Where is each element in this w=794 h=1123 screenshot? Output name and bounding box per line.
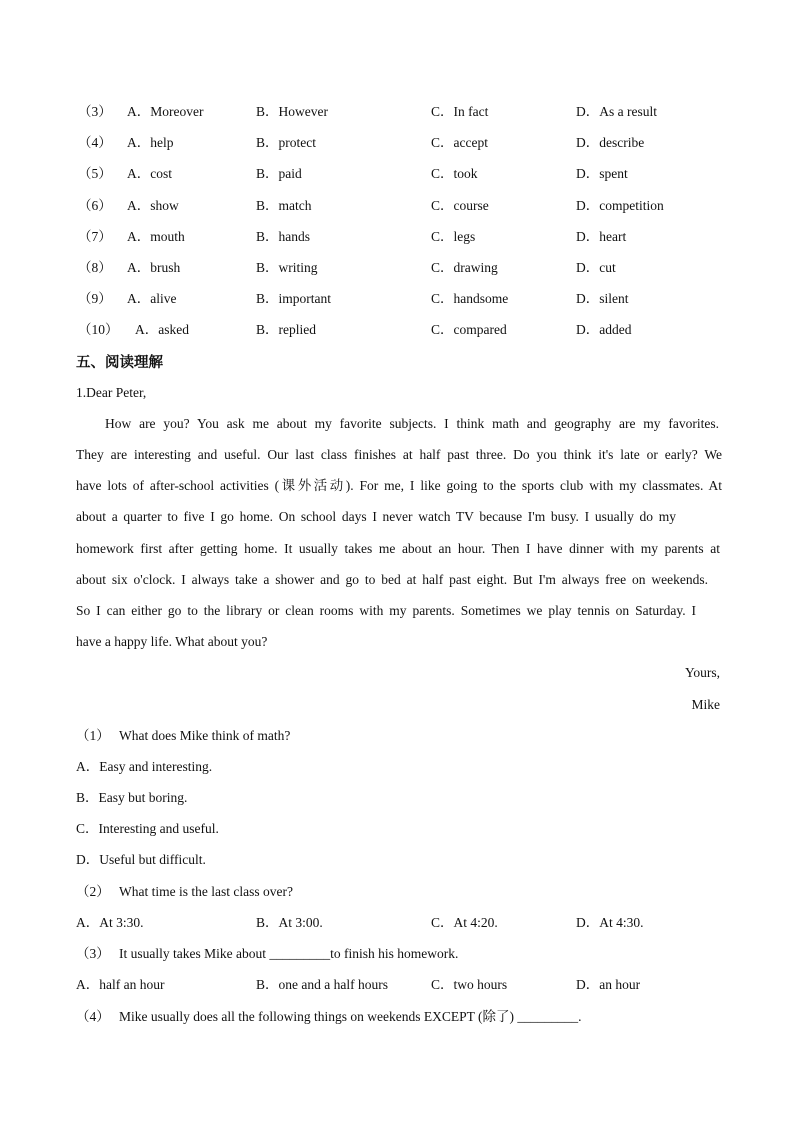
question-number: （3） bbox=[76, 946, 110, 961]
option-b: B．However bbox=[256, 104, 328, 119]
option-b: B．match bbox=[256, 198, 312, 213]
question-text: What does Mike think of math? bbox=[119, 728, 291, 743]
answer-option-c: C．At 4:20. bbox=[431, 915, 498, 930]
passage-line: They are interesting and useful. Our last class finishes at half past three. Do you think it's late or early? We bbox=[76, 447, 722, 462]
option-a: A．asked bbox=[135, 322, 189, 337]
answer-option-d: D．an hour bbox=[576, 977, 641, 992]
option-row bbox=[0, 164, 794, 184]
option-row bbox=[0, 320, 794, 340]
question-number: （3） bbox=[78, 104, 112, 119]
answer-option-b: B．At 3:00. bbox=[256, 915, 323, 930]
option-b: B．hands bbox=[256, 229, 310, 244]
passage-line: homework first after getting home. It usually takes me about an hour. Then I have dinner with my parents at bbox=[76, 541, 720, 556]
option-c: C．legs bbox=[431, 229, 476, 244]
option-b: B．paid bbox=[256, 166, 302, 181]
option-d: D．As a result bbox=[576, 104, 657, 119]
option-c: C．compared bbox=[431, 322, 507, 337]
question-number: （1） bbox=[76, 728, 110, 743]
option-d: D．heart bbox=[576, 229, 627, 244]
question-number: （4） bbox=[78, 135, 112, 150]
option-c: C．took bbox=[431, 166, 478, 181]
option-d: D．cut bbox=[576, 260, 616, 275]
letter-salutation: 1.Dear Peter, bbox=[76, 385, 147, 400]
question-number: （6） bbox=[78, 198, 112, 213]
question-number: （9） bbox=[78, 291, 112, 306]
passage-line: about six o'clock. I always take a shower and go to bed at half past eight. But I'm always free on weekends. bbox=[76, 572, 708, 587]
question-number: （5） bbox=[78, 166, 112, 181]
option-d: D．silent bbox=[576, 291, 629, 306]
option-c: C．accept bbox=[431, 135, 488, 150]
answer-option-d: D．Useful but difficult. bbox=[76, 852, 206, 867]
section-title: 五、阅读理解 bbox=[76, 355, 163, 371]
option-a: A．alive bbox=[127, 291, 177, 306]
question-4 bbox=[0, 1007, 794, 1027]
option-a: A．brush bbox=[127, 260, 181, 275]
answer-option-b: B．one and a half hours bbox=[256, 977, 388, 992]
option-a: A．show bbox=[127, 198, 179, 213]
option-row bbox=[0, 102, 794, 122]
option-d: D．added bbox=[576, 322, 632, 337]
question-3 bbox=[0, 944, 794, 964]
answer-options-row bbox=[0, 913, 794, 933]
option-a: A．help bbox=[127, 135, 174, 150]
option-c: C．In fact bbox=[431, 104, 489, 119]
option-a: A．Moreover bbox=[127, 104, 204, 119]
answer-options-row bbox=[0, 975, 794, 995]
question-number: （8） bbox=[78, 260, 112, 275]
letter-signature: Mike bbox=[691, 697, 720, 712]
answer-option-d: D．At 4:30. bbox=[576, 915, 644, 930]
option-a: A．mouth bbox=[127, 229, 185, 244]
passage-line: about a quarter to five I go home. On school days I never watch TV because I'm busy. I usually do my bbox=[76, 509, 676, 524]
option-row bbox=[0, 227, 794, 247]
question-number: （2） bbox=[76, 884, 110, 899]
question-number: （7） bbox=[78, 229, 112, 244]
option-d: D．competition bbox=[576, 198, 664, 213]
passage-line: So I can either go to the library or clean rooms with my parents. Sometimes we play tennis on Saturday. I bbox=[76, 603, 696, 618]
option-b: B．important bbox=[256, 291, 331, 306]
option-a: A．cost bbox=[127, 166, 172, 181]
answer-option-a: A．At 3:30. bbox=[76, 915, 144, 930]
question-text: Mike usually does all the following things on weekends EXCEPT (除了) _________. bbox=[119, 1009, 582, 1024]
answer-option-a: A．half an hour bbox=[76, 977, 165, 992]
question-1 bbox=[0, 726, 794, 746]
option-b: B．replied bbox=[256, 322, 316, 337]
question-2 bbox=[0, 882, 794, 902]
option-b: B．writing bbox=[256, 260, 318, 275]
question-number: （4） bbox=[76, 1009, 110, 1024]
passage-line: have lots of after-school activities (课外活动). For me, I like going to the sports club with my classmates. At bbox=[76, 478, 722, 493]
question-text: It usually takes Mike about _________to finish his homework. bbox=[119, 946, 459, 961]
option-c: C．handsome bbox=[431, 291, 509, 306]
letter-closing: Yours, bbox=[684, 665, 720, 680]
passage-line: How are you? You ask me about my favorite subjects. I think math and geography are my favorites. bbox=[105, 416, 719, 431]
option-c: C．course bbox=[431, 198, 489, 213]
answer-option-a: A．Easy and interesting. bbox=[76, 759, 213, 774]
answer-option-c: C．two hours bbox=[431, 977, 508, 992]
option-row bbox=[0, 196, 794, 216]
question-number: （10） bbox=[78, 322, 119, 337]
passage-line: have a happy life. What about you? bbox=[76, 634, 268, 649]
option-c: C．drawing bbox=[431, 260, 498, 275]
question-text: What time is the last class over? bbox=[119, 884, 293, 899]
option-d: D．spent bbox=[576, 166, 628, 181]
option-b: B．protect bbox=[256, 135, 316, 150]
option-row bbox=[0, 133, 794, 153]
option-d: D．describe bbox=[576, 135, 645, 150]
option-row bbox=[0, 289, 794, 309]
option-row bbox=[0, 258, 794, 278]
answer-option-c: C．Interesting and useful. bbox=[76, 821, 219, 836]
answer-option-b: B．Easy but boring. bbox=[76, 790, 188, 805]
